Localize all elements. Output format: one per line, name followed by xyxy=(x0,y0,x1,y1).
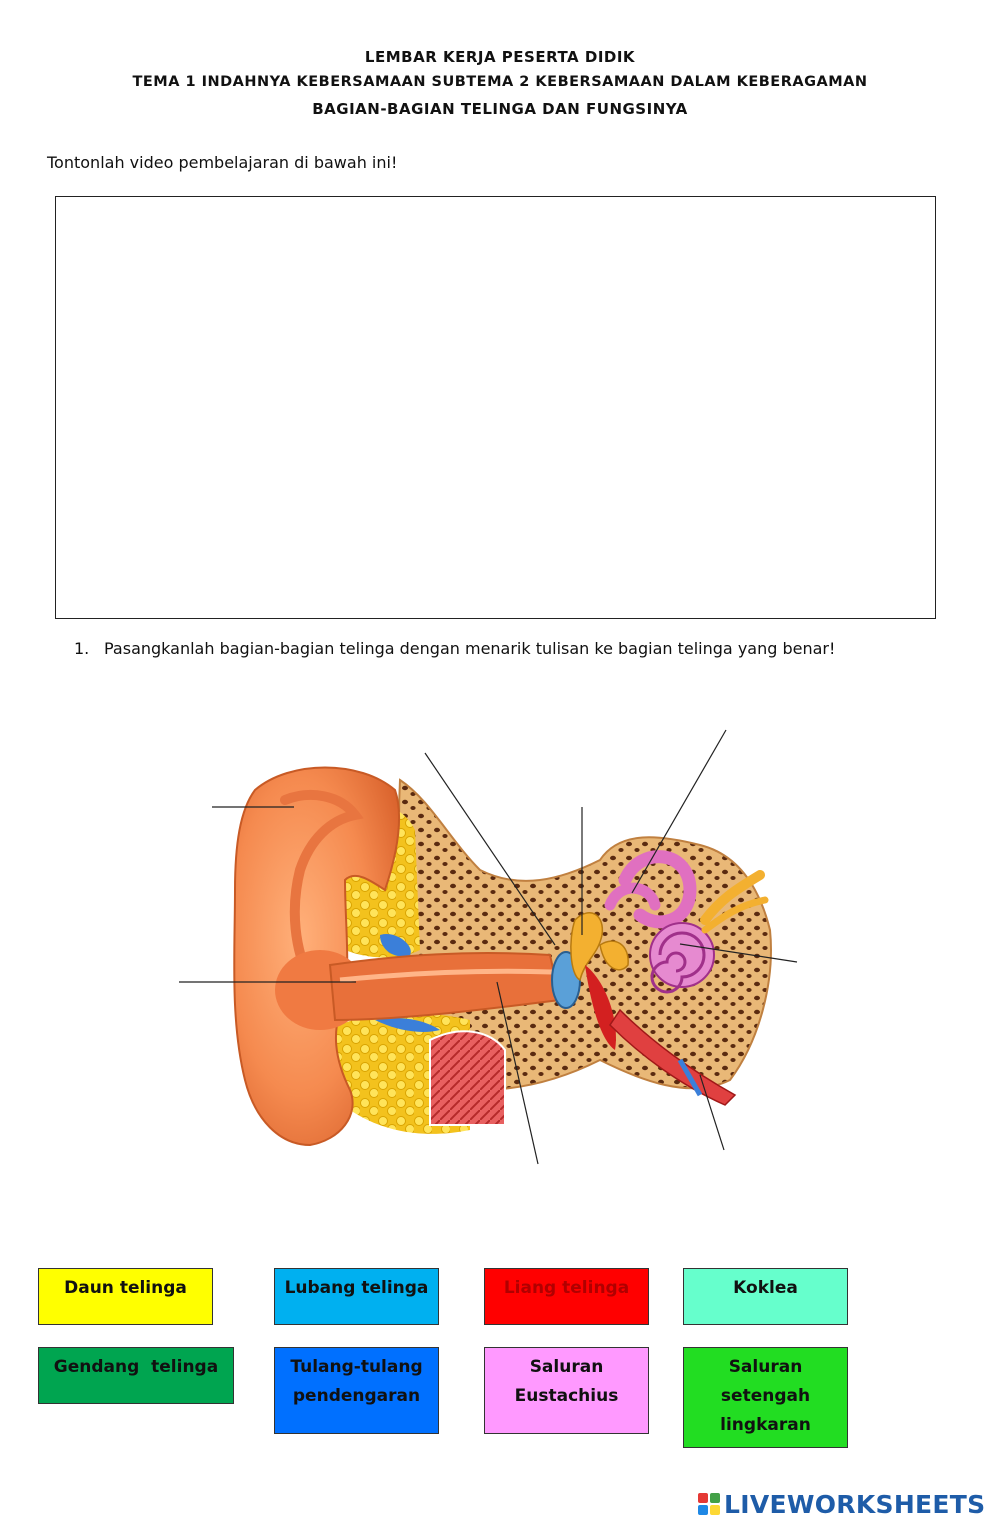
video-embed-area[interactable] xyxy=(55,196,936,619)
worksheet-topic: BAGIAN-BAGIAN TELINGA DAN FUNGSINYA xyxy=(312,100,688,118)
question-text: Pasangkanlah bagian-bagian telinga dengan menarik tulisan ke bagian telinga yang benar! xyxy=(104,639,836,658)
liveworksheets-logo-icon xyxy=(698,1493,720,1515)
video-instruction: Tontonlah video pembelajaran di bawah ini! xyxy=(47,153,398,172)
label-card-koklea[interactable]: Koklea xyxy=(683,1268,848,1325)
label-card-lubang-telinga[interactable]: Lubang telinga xyxy=(274,1268,439,1325)
question-number: 1. xyxy=(74,639,90,658)
ear-anatomy-illustration xyxy=(0,700,1000,1180)
label-card-liang-telinga[interactable]: Liang telinga xyxy=(484,1268,649,1325)
liveworksheets-logo[interactable] xyxy=(698,1487,985,1521)
question-1 xyxy=(74,639,835,658)
liveworksheets-logo-text: LIVEWORKSHEETS xyxy=(724,1489,986,1519)
label-card-daun-telinga[interactable]: Daun telinga xyxy=(38,1268,213,1325)
worksheet-title: LEMBAR KERJA PESERTA DIDIK xyxy=(364,48,636,66)
label-card-gendang-telinga[interactable]: Gendang telinga xyxy=(38,1347,234,1404)
label-card-tulang-tulang-pendengaran[interactable]: Tulang-tulang pendengaran xyxy=(274,1347,439,1434)
label-card-saluran-eustachius[interactable]: Saluran Eustachius xyxy=(484,1347,649,1434)
worksheet-theme: TEMA 1 INDAHNYA KEBERSAMAAN SUBTEMA 2 KEBERSAMAAN DALAM KEBERAGAMAN xyxy=(132,74,868,90)
label-card-saluran-setengah-lingkaran[interactable]: Saluran setengah lingkaran xyxy=(683,1347,848,1448)
